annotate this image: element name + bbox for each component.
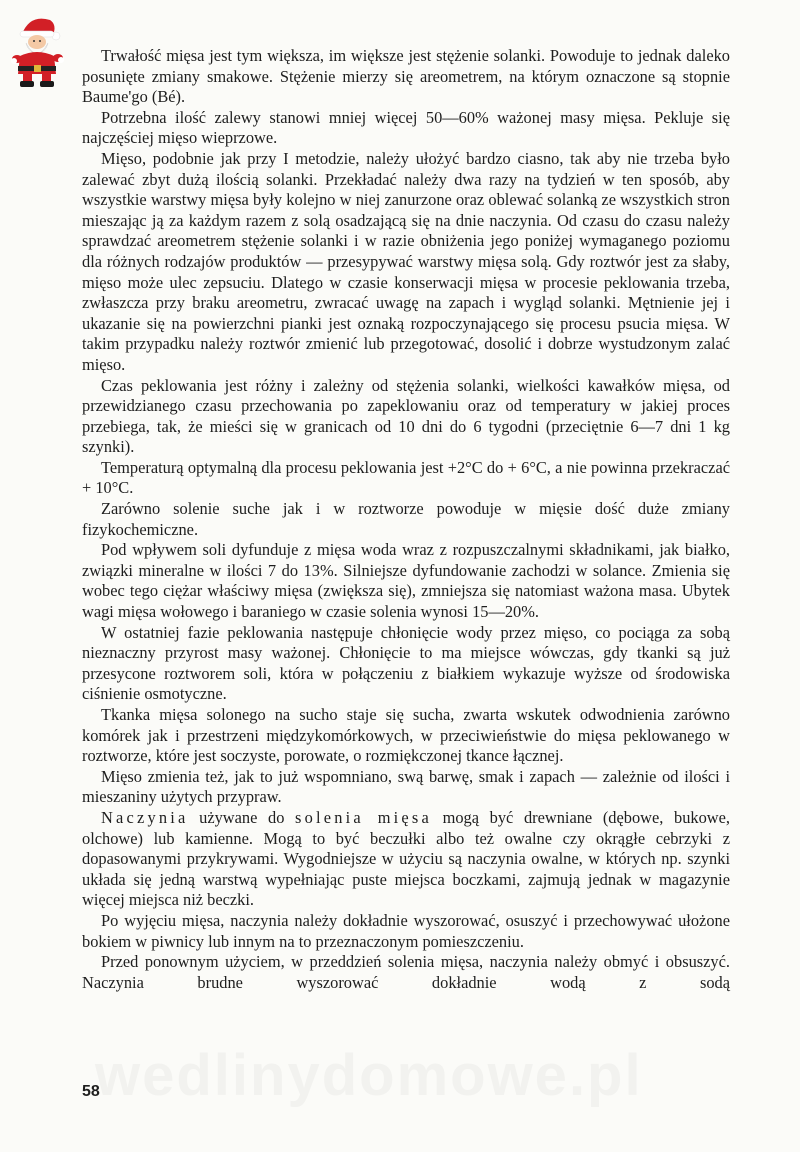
paragraph: Mięso zmienia też, jak to już wspomniano, swą barwę, smak i zapach — zależnie od ilości i mieszaniny użytych przypraw.	[82, 766, 730, 807]
watermark: wedlinydomowe.pl	[95, 1043, 643, 1108]
spaced-term: Naczynia	[101, 807, 189, 827]
text-run: używane do	[199, 807, 285, 827]
paragraph: Trwałość mięsa jest tym większa, im większe jest stężenie solanki. Powoduje to jednak daleko posunięte zmiany smakowe. Stężenie mierzy się areometrem, na którym oznaczone są stopnie Baume'go (Bé).	[82, 46, 730, 107]
page-body	[82, 46, 730, 993]
paragraph: Po wyjęciu mięsa, naczynia należy dokładnie wyszorować, osuszyć i przechowywać ułożone bokiem w piwnicy lub innym na to przeznaczonym pomieszczeniu.	[82, 910, 730, 951]
paragraph: Mięso, podobnie jak przy I metodzie, należy ułożyć bardzo ciasno, tak aby nie trzeba było zalewać zbyt dużą ilością solanki. Przekładać należy dwa razy na tydzień w ten sposób, aby wszystkie warstwy mięsa były kolejno w niej zanurzone oraz oblewać solanką ze wszystkich stron mieszając ją za każdym razem z solą osadzającą się na dnie naczynia. Od czasu do czasu należy sprawdzać areometrem stężenie solanki i w razie obniżenia jego poniżej wymaganego poziomu dla różnych rodzajów produktów — przesypywać warstwy mięsa solą. Gdy roztwór jest za słaby, mięso może ulec zepsuciu. Dlatego w czasie konserwacji mięsa w procesie peklowania trzeba, zwłaszcza przy braku areometru, zwracać uwagę na zapach i wygląd solanki. Mętnienie jej i ukazanie się na powierzchni pianki jest oznaką rozpoczynającego się procesu psucia mięsa. W takim przypadku należy roztwór zmienić lub przegotować, dosolić i dobrze wystudzonym zalać mięso.	[82, 148, 730, 374]
paragraph: Pod wpływem soli dyfunduje z mięsa woda wraz z rozpuszczalnymi składnikami, jak białko, związki mineralne w ilości 7 do 13%. Silniejsze dyfundowanie zachodzi w solance. Zmienia się wobec tego ciężar właściwy mięsa (zwiększa się), zmniejsza się natomiast ważona masa. Ubytek wagi mięsa wołowego i baraniego w czasie solenia wynosi 15—20%.	[82, 540, 730, 622]
page-number: 58	[82, 1083, 100, 1100]
santa-claus-icon	[10, 12, 66, 88]
vessels-paragraph	[82, 808, 730, 911]
paragraph: W ostatniej fazie peklowania następuje chłonięcie wody przez mięso, co pociąga za sobą nieznaczny przyrost masy ważonej. Chłonięcie to ma miejsce wówczas, gdy tkanki są już przesycone roztworem soli, która w połączeniu z białkiem wykazuje wyższe od środowiska ciśnienie osmotyczne.	[82, 622, 730, 704]
paragraph: Potrzebna ilość zalewy stanowi mniej więcej 50—60% ważonej masy mięsa. Pekluje się najczęściej mięso wieprzowe.	[82, 107, 730, 148]
paragraph: Zarówno solenie suche jak i w roztworze powoduje w mięsie dość duże zmiany fizykochemiczne.	[82, 499, 730, 539]
paragraph: Tkanka mięsa solonego na sucho staje się sucha, zwarta wskutek odwodnienia zarówno komórek jak i przestrzeni międzykomórkowych, w przeciwieństwie do mięsa peklowanego w roztworze, które jest soczyste, porowate, o rozmiękczonej tkance łącznej.	[82, 705, 730, 766]
text-run: mogą być drewniane (dębowe, bukowe, olchowe) lub kamienne. Mogą to być beczułki albo też owalne czy okrągłe cebrzyki z dopasowanymi przykrywami. Wygodniejsze w użyciu są naczynia owalne, w których np. szynki układa się jedną warstwą wypełniając puste miejsca boczkami, zajmują jednak w magazynie więcej miejsca niż beczki.	[82, 807, 730, 910]
spaced-term: solenia mięsa	[295, 807, 432, 827]
paragraph: Temperaturą optymalną dla procesu peklowania jest +2°C do + 6°C, a nie powinna przekraczać + 10°C.	[82, 457, 730, 498]
paragraph: Czas peklowania jest różny i zależny od stężenia solanki, wielkości kawałków mięsa, od przewidzianego czasu przechowania po zapeklowaniu oraz od temperatury w jakiej proces przebiega, tak, że mieści się w granicach od 10 dni do 6 tygodni (przeciętnie 6—7 dni 1 kg szynki).	[82, 375, 730, 457]
paragraph: Przed ponownym użyciem, w przeddzień solenia mięsa, naczynia należy obmyć i obsuszyć. Naczynia brudne wyszorować dokładnie wodą z sodą	[82, 952, 730, 992]
